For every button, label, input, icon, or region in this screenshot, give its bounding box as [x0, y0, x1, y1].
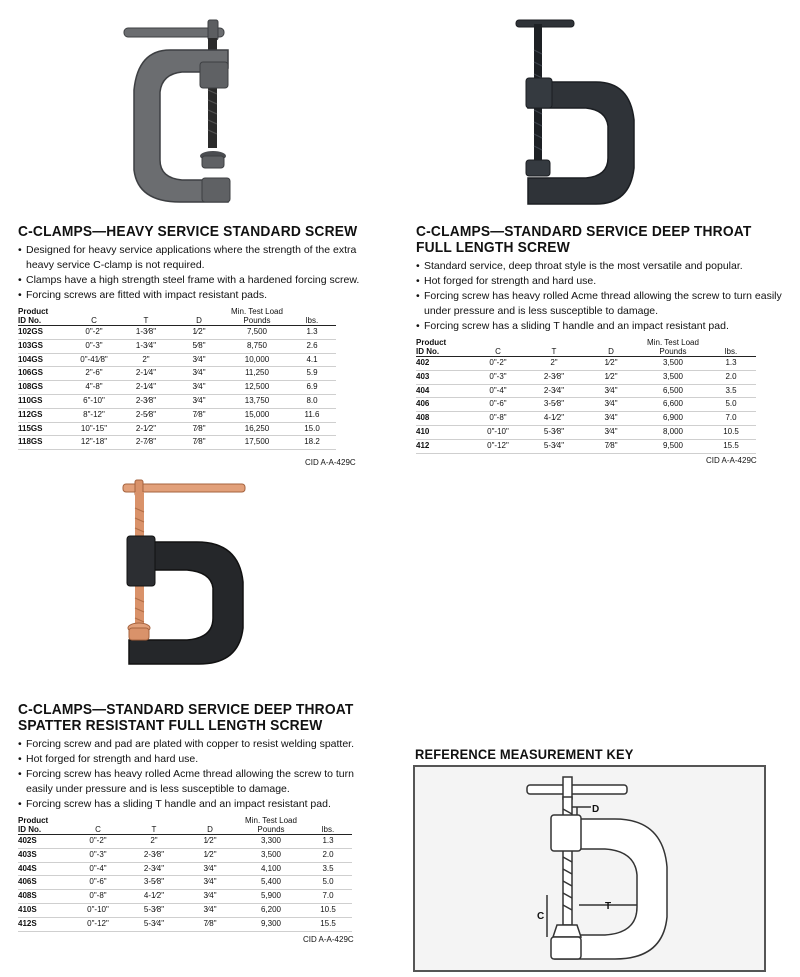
cell-d: 3⁄4" [172, 381, 226, 395]
cell-d: 7⁄8" [172, 422, 226, 436]
table-row [18, 367, 336, 381]
cell-d: 3⁄4" [172, 367, 226, 381]
table-row [18, 422, 336, 436]
cell-id: 412 [416, 439, 470, 453]
table-row [18, 876, 352, 890]
table-body [18, 835, 352, 932]
cell-id: 403 [416, 370, 470, 384]
cell-load: 9,500 [640, 439, 706, 453]
list-item: • Forcing screw has a sliding T handle and an impact resistant pad. [18, 797, 378, 812]
cell-load: 3,500 [640, 357, 706, 371]
cell-id: 108GS [18, 381, 68, 395]
cell-d: 7⁄8" [172, 408, 226, 422]
col-header-lbs: lbs. [305, 316, 319, 325]
cell-lbs: 1.3 [706, 357, 756, 371]
cell-c: 0"-12" [70, 917, 126, 931]
cell-id: 106GS [18, 367, 68, 381]
section-deep-throat [416, 224, 786, 454]
cell-d: 3⁄4" [172, 394, 226, 408]
list-item: • Forcing screws are fitted with impact resistant pads. [18, 288, 368, 303]
table-row [18, 890, 352, 904]
cell-lbs: 2.0 [304, 848, 352, 862]
list-item: • Standard service, deep throat style is the most versatile and popular. [416, 259, 786, 274]
cell-t: 2-3⁄8" [526, 370, 582, 384]
cell-d: 7⁄8" [172, 436, 226, 450]
cell-c: 6"-10" [68, 394, 120, 408]
cell-c: 0"-4" [70, 862, 126, 876]
cell-d: 1⁄2" [182, 848, 238, 862]
table-row [18, 835, 352, 849]
cell-lbs: 3.5 [706, 384, 756, 398]
cell-t: 2-3⁄8" [126, 848, 182, 862]
col-header-d: D [196, 316, 202, 325]
cell-id: 403S [18, 848, 70, 862]
cell-t: 4-1⁄2" [126, 890, 182, 904]
cell-d: 3⁄4" [582, 384, 640, 398]
col-header-d: D [207, 825, 213, 834]
col-header-id: Product ID No. [416, 338, 447, 356]
cell-load: 17,500 [226, 436, 288, 450]
col-header-t: T [551, 347, 557, 356]
cell-t: 2-1⁄4" [120, 367, 172, 381]
cell-d: 7⁄8" [182, 917, 238, 931]
cell-id: 404S [18, 862, 70, 876]
cell-lbs: 1.3 [288, 326, 336, 340]
cell-load: 9,300 [238, 917, 304, 931]
cell-c: 0"-8" [70, 890, 126, 904]
cell-t: 2-3⁄8" [120, 394, 172, 408]
cell-load: 16,250 [226, 422, 288, 436]
cell-t: 5-3⁄8" [526, 425, 582, 439]
spec-table [416, 338, 756, 454]
cell-c: 0"-10" [470, 425, 526, 439]
table-body [18, 326, 336, 450]
cell-id: 103GS [18, 339, 68, 353]
cell-load: 3,500 [238, 848, 304, 862]
cell-load: 4,100 [238, 862, 304, 876]
list-item: • Hot forged for strength and hard use. [18, 752, 378, 767]
cell-d: 1⁄2" [172, 326, 226, 340]
table-row [416, 425, 756, 439]
table-row [18, 903, 352, 917]
cell-d: 3⁄4" [172, 353, 226, 367]
cell-d: 3⁄4" [582, 412, 640, 426]
table-row [416, 384, 756, 398]
table-row [18, 394, 336, 408]
cell-t: 2-7⁄8" [120, 436, 172, 450]
cell-lbs: 7.0 [706, 412, 756, 426]
cell-t: 1-3⁄4" [120, 339, 172, 353]
cell-lbs: 10.5 [706, 425, 756, 439]
label-c: C [537, 911, 545, 922]
cell-id: 402 [416, 357, 470, 371]
cell-c: 0"-3" [470, 370, 526, 384]
cell-d: 7⁄8" [582, 439, 640, 453]
cell-c: 0"-10" [70, 903, 126, 917]
col-header-c: C [95, 825, 101, 834]
table-row [18, 326, 336, 340]
table-row [18, 848, 352, 862]
reference-key-title: REFERENCE MEASUREMENT KEY [415, 746, 634, 762]
col-header-d: D [608, 347, 614, 356]
col-header-lbs: lbs. [321, 825, 335, 834]
heavy-service-c-clamp-icon [110, 10, 280, 210]
cell-id: 410 [416, 425, 470, 439]
cell-c: 8"-12" [68, 408, 120, 422]
cell-id: 110GS [18, 394, 68, 408]
cell-t: 5-3⁄8" [126, 903, 182, 917]
feature-list [416, 259, 786, 334]
cell-id: 112GS [18, 408, 68, 422]
cell-t: 5-3⁄4" [526, 439, 582, 453]
cell-lbs: 5.9 [288, 367, 336, 381]
spatter-resistant-c-clamp-icon [115, 478, 255, 668]
cell-load: 5,900 [238, 890, 304, 904]
cell-t: 2-3⁄4" [526, 384, 582, 398]
cell-t: 5-3⁄4" [126, 917, 182, 931]
measurement-key-diagram-icon [415, 767, 764, 970]
cell-c: 0"-4" [470, 384, 526, 398]
measurement-key-box [413, 765, 766, 972]
table-header [18, 307, 336, 326]
cell-id: 118GS [18, 436, 68, 450]
cell-lbs: 8.0 [288, 394, 336, 408]
cell-d: 3⁄4" [182, 890, 238, 904]
cell-t: 1-3⁄8" [120, 326, 172, 340]
cell-c: 0"-8" [470, 412, 526, 426]
col-header-id: Product ID No. [18, 307, 49, 325]
cell-d: 3⁄4" [582, 398, 640, 412]
section-title: C-CLAMPS—STANDARD SERVICE DEEP THROAT FULL LENGTH SCREW [416, 223, 752, 256]
deep-throat-clamp-photo [500, 10, 670, 210]
table-row [18, 408, 336, 422]
cell-load: 8,000 [640, 425, 706, 439]
cell-lbs: 11.6 [288, 408, 336, 422]
cell-t: 2" [526, 357, 582, 371]
label-d: D [592, 804, 600, 815]
cell-lbs: 10.5 [304, 903, 352, 917]
cell-lbs: 5.0 [706, 398, 756, 412]
cell-load: 8,750 [226, 339, 288, 353]
cell-load: 6,200 [238, 903, 304, 917]
cell-lbs: 15.0 [288, 422, 336, 436]
cell-t: 2-5⁄8" [120, 408, 172, 422]
cell-t: 3-5⁄8" [526, 398, 582, 412]
cell-t: 4-1⁄2" [526, 412, 582, 426]
col-header-load: Min. Test Load Pounds [245, 816, 297, 834]
table-row [18, 917, 352, 931]
table-header [18, 816, 352, 835]
cell-load: 15,000 [226, 408, 288, 422]
deep-throat-c-clamp-icon [500, 10, 670, 210]
cell-c: 0"-6" [470, 398, 526, 412]
label-t: T [605, 901, 612, 912]
cell-c: 0"-3" [70, 848, 126, 862]
col-header-t: T [143, 316, 149, 325]
table-header [416, 338, 756, 357]
cell-c: 0"-2" [470, 357, 526, 371]
cell-id: 115GS [18, 422, 68, 436]
heavy-service-clamp-photo [110, 10, 280, 210]
col-header-load: Min. Test Load Pounds [231, 307, 283, 325]
section-heavy-service [18, 224, 368, 450]
spatter-resistant-clamp-photo [115, 478, 255, 668]
cell-lbs: 4.1 [288, 353, 336, 367]
cell-d: 1⁄2" [182, 835, 238, 849]
cell-id: 104GS [18, 353, 68, 367]
list-item: • Clamps have a high strength steel frame with a hardened forcing screw. [18, 273, 368, 288]
cell-lbs: 1.3 [304, 835, 352, 849]
cell-t: 2-1⁄2" [120, 422, 172, 436]
cell-t: 2-1⁄4" [120, 381, 172, 395]
cell-c: 0"-3" [68, 339, 120, 353]
cell-id: 406 [416, 398, 470, 412]
cell-c: 10"-15" [68, 422, 120, 436]
cell-d: 1⁄2" [582, 357, 640, 371]
cell-c: 2"-6" [68, 367, 120, 381]
cell-load: 5,400 [238, 876, 304, 890]
cell-t: 2" [126, 835, 182, 849]
cid-label: CID A-A-429C [303, 935, 354, 944]
feature-list [18, 243, 368, 303]
list-item: • Hot forged for strength and hard use. [416, 274, 786, 289]
spec-table [18, 307, 336, 450]
table-row [18, 353, 336, 367]
cell-load: 12,500 [226, 381, 288, 395]
cell-d: 3⁄4" [182, 876, 238, 890]
feature-list [18, 737, 378, 812]
cell-d: 5⁄8" [172, 339, 226, 353]
cell-c: 0"-12" [470, 439, 526, 453]
cell-c: 0"-2" [68, 326, 120, 340]
cell-load: 7,500 [226, 326, 288, 340]
cell-t: 2" [120, 353, 172, 367]
cell-lbs: 18.2 [288, 436, 336, 450]
table-row [18, 862, 352, 876]
cell-lbs: 7.0 [304, 890, 352, 904]
cell-c: 0"-41⁄8" [68, 353, 120, 367]
table-row [18, 436, 336, 450]
cell-lbs: 5.0 [304, 876, 352, 890]
cell-lbs: 3.5 [304, 862, 352, 876]
cell-t: 3-5⁄8" [126, 876, 182, 890]
cell-c: 0"-2" [70, 835, 126, 849]
list-item: • Forcing screw has heavy rolled Acme thread allowing the screw to turn easily under pressure and is less susceptible to damage. [18, 767, 378, 797]
cell-d: 3⁄4" [182, 862, 238, 876]
cell-lbs: 15.5 [304, 917, 352, 931]
cell-id: 408S [18, 890, 70, 904]
table-row [416, 439, 756, 453]
cell-id: 412S [18, 917, 70, 931]
cid-label: CID A-A-429C [305, 458, 356, 467]
table-row [416, 357, 756, 371]
col-header-load: Min. Test Load Pounds [647, 338, 699, 356]
cell-id: 410S [18, 903, 70, 917]
cell-c: 12"-18" [68, 436, 120, 450]
col-header-id: Product ID No. [18, 816, 49, 834]
table-row [416, 412, 756, 426]
list-item: • Forcing screw and pad are plated with copper to resist welding spatter. [18, 737, 378, 752]
cell-id: 408 [416, 412, 470, 426]
col-header-t: T [151, 825, 157, 834]
list-item: • Forcing screw has a sliding T handle and an impact resistant pad. [416, 319, 786, 334]
cell-d: 3⁄4" [582, 425, 640, 439]
cid-label: CID A-A-429C [706, 456, 757, 465]
cell-lbs: 15.5 [706, 439, 756, 453]
cell-load: 6,500 [640, 384, 706, 398]
spec-table [18, 816, 352, 932]
table-row [18, 381, 336, 395]
cell-load: 6,600 [640, 398, 706, 412]
table-body [416, 357, 756, 454]
col-header-c: C [91, 316, 97, 325]
cell-id: 102GS [18, 326, 68, 340]
cell-c: 4"-8" [68, 381, 120, 395]
cell-load: 13,750 [226, 394, 288, 408]
cell-load: 11,250 [226, 367, 288, 381]
cell-d: 1⁄2" [582, 370, 640, 384]
cell-id: 402S [18, 835, 70, 849]
col-header-c: C [495, 347, 501, 356]
cell-lbs: 2.0 [706, 370, 756, 384]
cell-load: 3,500 [640, 370, 706, 384]
section-title: C-CLAMPS—STANDARD SERVICE DEEP THROAT SPATTER RESISTANT FULL LENGTH SCREW [18, 701, 354, 734]
table-row [416, 370, 756, 384]
cell-d: 3⁄4" [182, 903, 238, 917]
cell-id: 404 [416, 384, 470, 398]
cell-lbs: 2.6 [288, 339, 336, 353]
cell-load: 10,000 [226, 353, 288, 367]
section-spatter-resistant [18, 702, 378, 932]
cell-lbs: 6.9 [288, 381, 336, 395]
cell-id: 406S [18, 876, 70, 890]
section-title: C-CLAMPS—HEAVY SERVICE STANDARD SCREW [18, 223, 358, 240]
cell-load: 6,900 [640, 412, 706, 426]
table-row [18, 339, 336, 353]
table-row [416, 398, 756, 412]
cell-c: 0"-6" [70, 876, 126, 890]
col-header-lbs: lbs. [724, 347, 738, 356]
list-item: • Forcing screw has heavy rolled Acme thread allowing the screw to turn easily under pressure and is less susceptible to damage. [416, 289, 786, 319]
list-item: • Designed for heavy service applications where the strength of the extra heavy service C-clamp is not required. [18, 243, 368, 273]
cell-t: 2-3⁄4" [126, 862, 182, 876]
cell-load: 3,300 [238, 835, 304, 849]
